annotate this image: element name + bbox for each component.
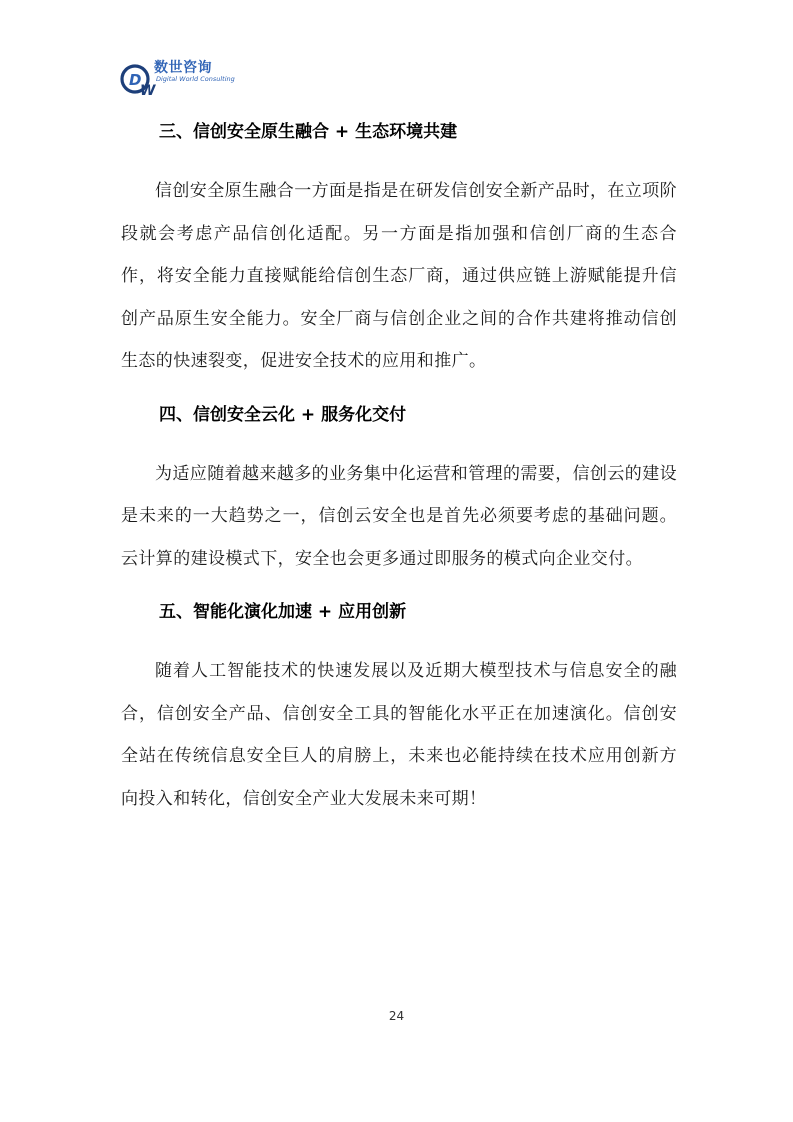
section-heading-3: 三、信创安全原生融合 + 生态环境共建 bbox=[159, 122, 458, 142]
logo-english-text: Digital World Consulting bbox=[156, 75, 235, 83]
section-paragraph-5: 随着人工智能技术的快速发展以及近期大模型技术与信息安全的融合，信创安全产品、信创安全工具的智能化水平正在加速演化。信创安全站在传统信息安全巨人的肩膀上，未来也必能持续在技术应用创新方向投入和转化，信创安全产业大发展未来可期！ bbox=[121, 661, 677, 809]
company-logo bbox=[120, 55, 240, 97]
section-heading-4: 四、信创安全云化 + 服务化交付 bbox=[159, 404, 407, 425]
page-number: 24 bbox=[388, 1009, 405, 1023]
logo-chinese-text: 数世咨询 bbox=[154, 60, 212, 76]
section-heading-5: 五、智能化演化加速 + 应用创新 bbox=[159, 602, 407, 622]
document-body bbox=[121, 112, 677, 820]
svg-text:D: D bbox=[129, 71, 142, 89]
svg-text:W: W bbox=[140, 83, 156, 97]
section-paragraph-4: 为适应随着越来越多的业务集中化运营和管理的需要，信创云的建设是未来的一大趋势之一，信创云安全也是首先必须要考虑的基础问题。云计算的建设模式下，安全也会更多通过即服务的模式向企业交付。 bbox=[121, 463, 677, 569]
section-paragraph-3: 信创安全原生融合一方面是指是在研发信创安全新产品时，在立项阶段就会考虑产品信创化适配。另一方面是指加强和信创厂商的生态合作，将安全能力直接赋能给信创生态厂商，通过供应链上游赋能提升信创产品原生安全能力。安全厂商与信创企业之间的合作共建将推动信创生态的快速裂变，促进安全技术的应用和推广。 bbox=[121, 181, 677, 371]
